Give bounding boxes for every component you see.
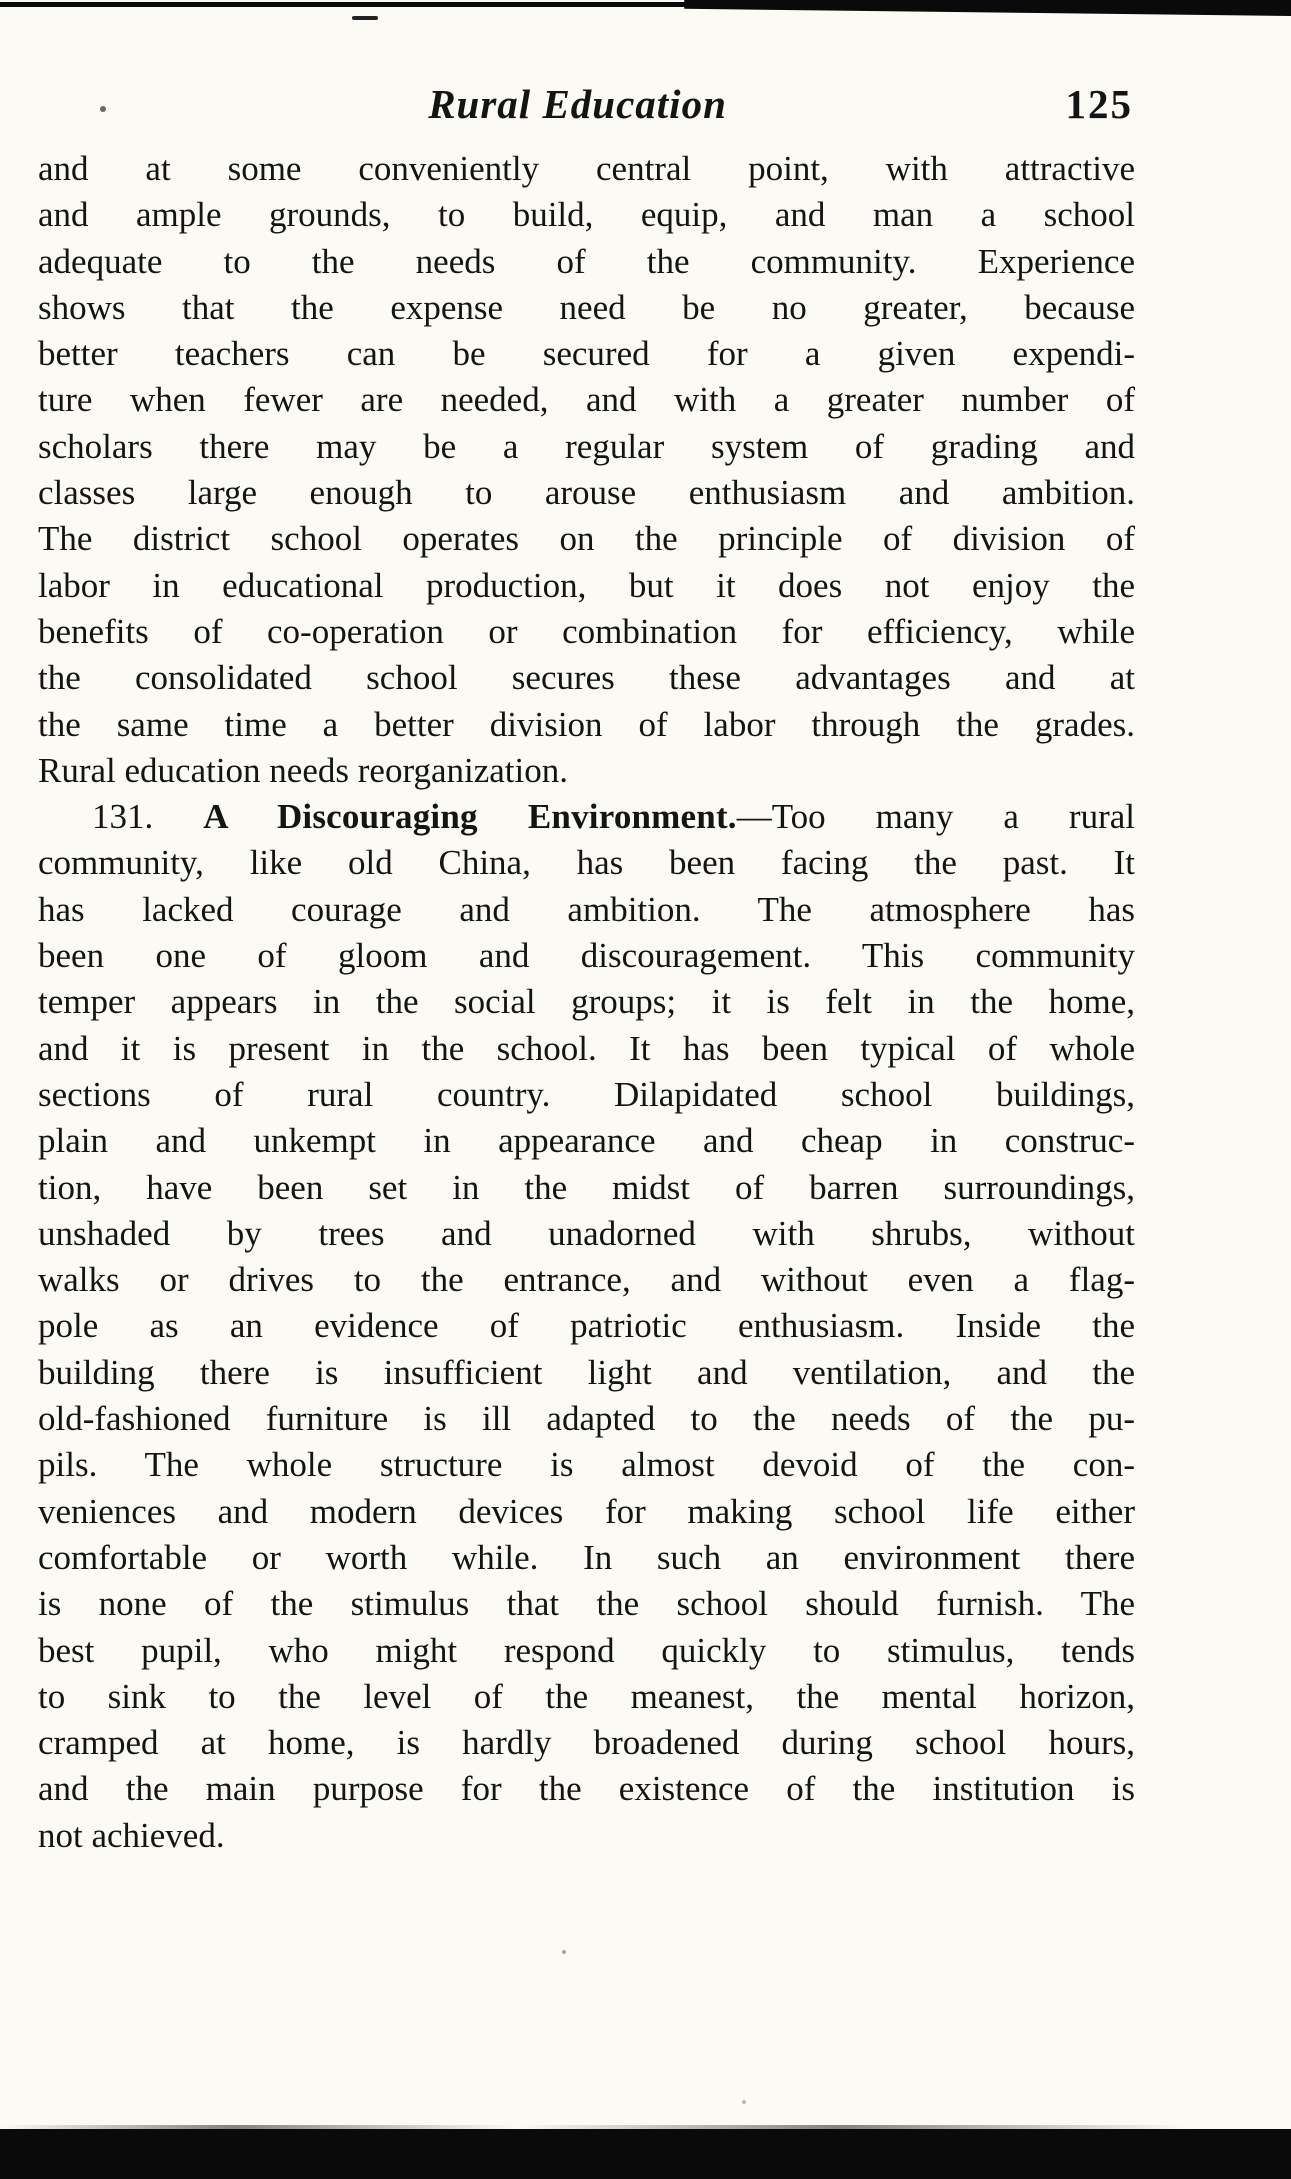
text-line: the same time a better division of labor through the grades. xyxy=(38,704,1135,744)
scan-edge-top xyxy=(0,0,1291,22)
text-line: been one of gloom and discouragement. This community xyxy=(38,936,1135,976)
text-line: and ample grounds, to build, equip, and man a school xyxy=(38,195,1135,235)
text-line: shows that the expense need be no greater, because xyxy=(38,287,1135,327)
text-line: to sink to the level of the meanest, the mental horizon, xyxy=(38,1676,1135,1716)
text-line: community, like old China, has been facing the past. It xyxy=(38,843,1135,883)
page-number: 125 xyxy=(1065,81,1133,127)
text-line: pils. The whole structure is almost devoid of the con- xyxy=(38,1445,1135,1485)
text-line: better teachers can be secured for a given expendi- xyxy=(38,334,1135,374)
scan-edge-top-wedge xyxy=(684,0,1291,16)
text-line: is none of the stimulus that the school should furnish. The xyxy=(38,1584,1135,1624)
text-line: The district school operates on the principle of division of xyxy=(38,519,1135,559)
scan-artifact xyxy=(742,2100,746,2104)
section-heading-line xyxy=(38,794,1135,840)
paragraph-2-lines xyxy=(38,840,1135,1859)
text-line: sections of rural country. Dilapidated school buildings, xyxy=(38,1074,1135,1114)
text-line: scholars there may be a regular system of grading and xyxy=(38,426,1135,466)
scan-edge-bottom xyxy=(0,2129,1291,2179)
text-line: veniences and modern devices for making school life either xyxy=(38,1491,1135,1531)
text-line: walks or drives to the entrance, and without even a flag- xyxy=(38,1260,1135,1300)
scan-artifact xyxy=(352,16,378,20)
text-line: pole as an evidence of patriotic enthusiasm. Inside the xyxy=(38,1306,1135,1346)
section-heading: A Discouraging Environment. xyxy=(203,797,737,837)
section-lead-text: —Too many a rural xyxy=(736,797,1135,837)
text-line: comfortable or worth while. In such an environment there xyxy=(38,1537,1135,1577)
text-line: tion, have been set in the midst of barren surroundings, xyxy=(38,1167,1135,1207)
text-line: building there is insufficient light and ventilation, and the xyxy=(38,1352,1135,1392)
text-line: temper appears in the social groups; it is felt in the home, xyxy=(38,982,1135,1022)
paragraph-2 xyxy=(38,794,1135,1859)
text-line: old-fashioned furniture is ill adapted to the needs of the pu- xyxy=(38,1399,1135,1439)
scan-artifact xyxy=(562,1950,566,1954)
paragraph-1 xyxy=(38,146,1135,794)
section-number: 131. xyxy=(92,797,154,837)
text-line: has lacked courage and ambition. The atmosphere has xyxy=(38,889,1135,929)
text-line: unshaded by trees and unadorned with shrubs, without xyxy=(38,1213,1135,1253)
text-line: adequate to the needs of the community. Experience xyxy=(38,241,1135,281)
text-line: and at some conveniently central point, with attractive xyxy=(38,149,1135,188)
text-line: and the main purpose for the existence of the institution is xyxy=(38,1769,1135,1809)
text-line: not achieved. xyxy=(38,1815,225,1855)
text-line: labor in educational production, but it does not enjoy the xyxy=(38,565,1135,605)
text-line: the consolidated school secures these advantages and at xyxy=(38,658,1135,698)
page-body xyxy=(38,146,1135,1859)
scan-edge-top-line xyxy=(0,2,723,7)
text-line: classes large enough to arouse enthusiasm and ambition. xyxy=(38,473,1135,513)
text-line: and it is present in the school. It has been typical of whole xyxy=(38,1028,1135,1068)
text-line: Rural education needs reorganization. xyxy=(38,750,568,790)
running-title: Rural Education xyxy=(428,81,727,127)
text-line: plain and unkempt in appearance and cheap in construc- xyxy=(38,1121,1135,1161)
page-header xyxy=(38,80,1135,132)
text-line: best pupil, who might respond quickly to stimulus, tends xyxy=(38,1630,1135,1670)
text-line: benefits of co-operation or combination for efficiency, while xyxy=(38,611,1135,651)
text-line: cramped at home, is hardly broadened during school hours, xyxy=(38,1723,1135,1763)
text-line: ture when fewer are needed, and with a greater number of xyxy=(38,380,1135,420)
